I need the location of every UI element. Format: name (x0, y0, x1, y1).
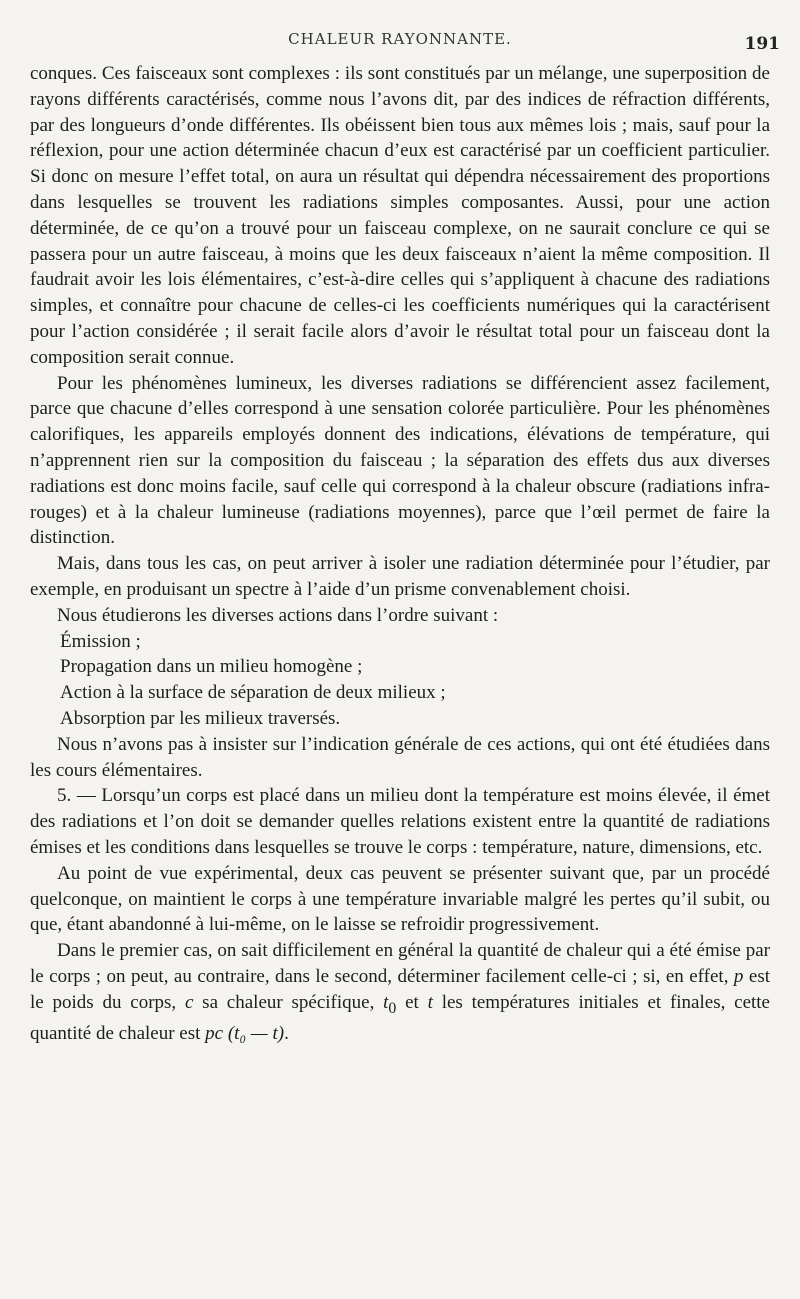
text-run: et (396, 991, 428, 1013)
section-5-paragraph: 5. — Lorsqu’un corps est placé dans un milieu dont la température est moins élevée, il émet des radiations et l’on doit se demander quelles relations existent entre la quantité de radiations émises et les conditions dans lesquelles se trouve le corps : température, nature, dimensions, etc. (30, 785, 770, 858)
text-run: Dans le premier cas, on sait difficilement en général la quantité de chaleur qui a été émise par le corps ; on peut, au contraire, dans le second, déterminer facilement celle-ci ; si, en effet, (30, 940, 770, 987)
subscript-zero: 0 (388, 999, 397, 1017)
page-number: 191 (744, 34, 780, 54)
variable-t0: t (383, 991, 389, 1013)
list-item-emission: Émission ; (60, 630, 141, 652)
paragraph: Pour les phénomènes lumineux, les diverses radiations se différencient assez facilement, parce que chacune d’elles correspond à une sensation colorée particulière. Pour les phénomènes calorifiques, les appareils employés donnent des indications, élévations de température, qui n’apprennent rien sur la composition du faisceau ; la séparation des effets dus aux diverses radiations est donc moins facile, sauf celle qui correspond à la chaleur obscure (radiations infra-rouges) et à la chaleur lumineuse (radiations moyennes), parce que l’œil permet de faire la distinction. (30, 372, 770, 549)
text-run: est le poids du corps, (30, 965, 770, 1013)
list-item-absorption: Absorption par les milieux traversés. (60, 707, 341, 729)
list-item-action-surface: Action à la surface de séparation de deux milieux ; (60, 682, 446, 704)
list-item-propagation: Propagation dans un milieu homogène ; (60, 656, 363, 678)
variable-c: c (184, 991, 194, 1013)
paragraph-continuation: conques. Ces faisceaux sont complexes : ils sont constitués par un mélange, une superposition de rayons différents caractérisés, comme nous l’avons dit, par des indices de réfraction différents, par des longueurs d’onde différentes. Ils obéissent bien tous aux mêmes lois ; mais, sauf pour la réflexion, pour une action déterminée chacun d’eux est caractérisé par un coefficient particulier. Si donc on mesure l’effet total, on aura un résultat qui dépendra nécessairement des proportions dans lesquelles se trouvent les radiations simples composantes. Aussi, pour une action déterminée, de ce qu’on a trouvé pour un faisceau complexe, on ne saurait conclure ce qui se passera pour un autre faisceau, à moins que les deux faisceaux n’aient la même composition. Il faudrait avoir les lois élémentaires, c’est-à-dire celles qui s’appliquent à chacune des radiations simples, et connaître pour chacune de celles-ci les coefficients numériques qui la caractérisent pour l’action considérée ; il serait facile alors d’avoir le résultat total pour un faisceau dont la composition serait connue. (30, 63, 770, 368)
text-run: les températures initiales et finales, cette quantité de chaleur est (30, 991, 770, 1045)
text-run: . (284, 1023, 289, 1045)
paragraph: Au point de vue expérimental, deux cas peuvent se présenter suivant que, par un procédé quelconque, on maintient le corps à une température invariable malgré les pertes qu’il subit, ou que, étant abandonné à lui-même, on le laisse se refroidir progressivement. (30, 862, 770, 936)
running-head: CHALEUR RAYONNANTE. (288, 30, 512, 48)
variable-p: p (733, 965, 744, 987)
body-text (30, 61, 770, 1047)
paragraph: Nous étudierons les diverses actions dans l’ordre suivant : (57, 604, 499, 626)
variable-t: t (427, 991, 433, 1013)
text-run: sa chaleur spécifique, (193, 991, 384, 1013)
formula: pc (t₀ — t) (205, 1023, 285, 1045)
paragraph: Nous n’avons pas à insister sur l’indication générale de ces actions, qui ont été étudiées dans les cours élémentaires. (30, 733, 770, 781)
paragraph-final (30, 938, 770, 1047)
paragraph: Mais, dans tous les cas, on peut arriver à isoler une radiation déterminée pour l’étudier, par exemple, en produisant un spectre à l’aide d’un prisme convenablement choisi. (30, 553, 770, 600)
